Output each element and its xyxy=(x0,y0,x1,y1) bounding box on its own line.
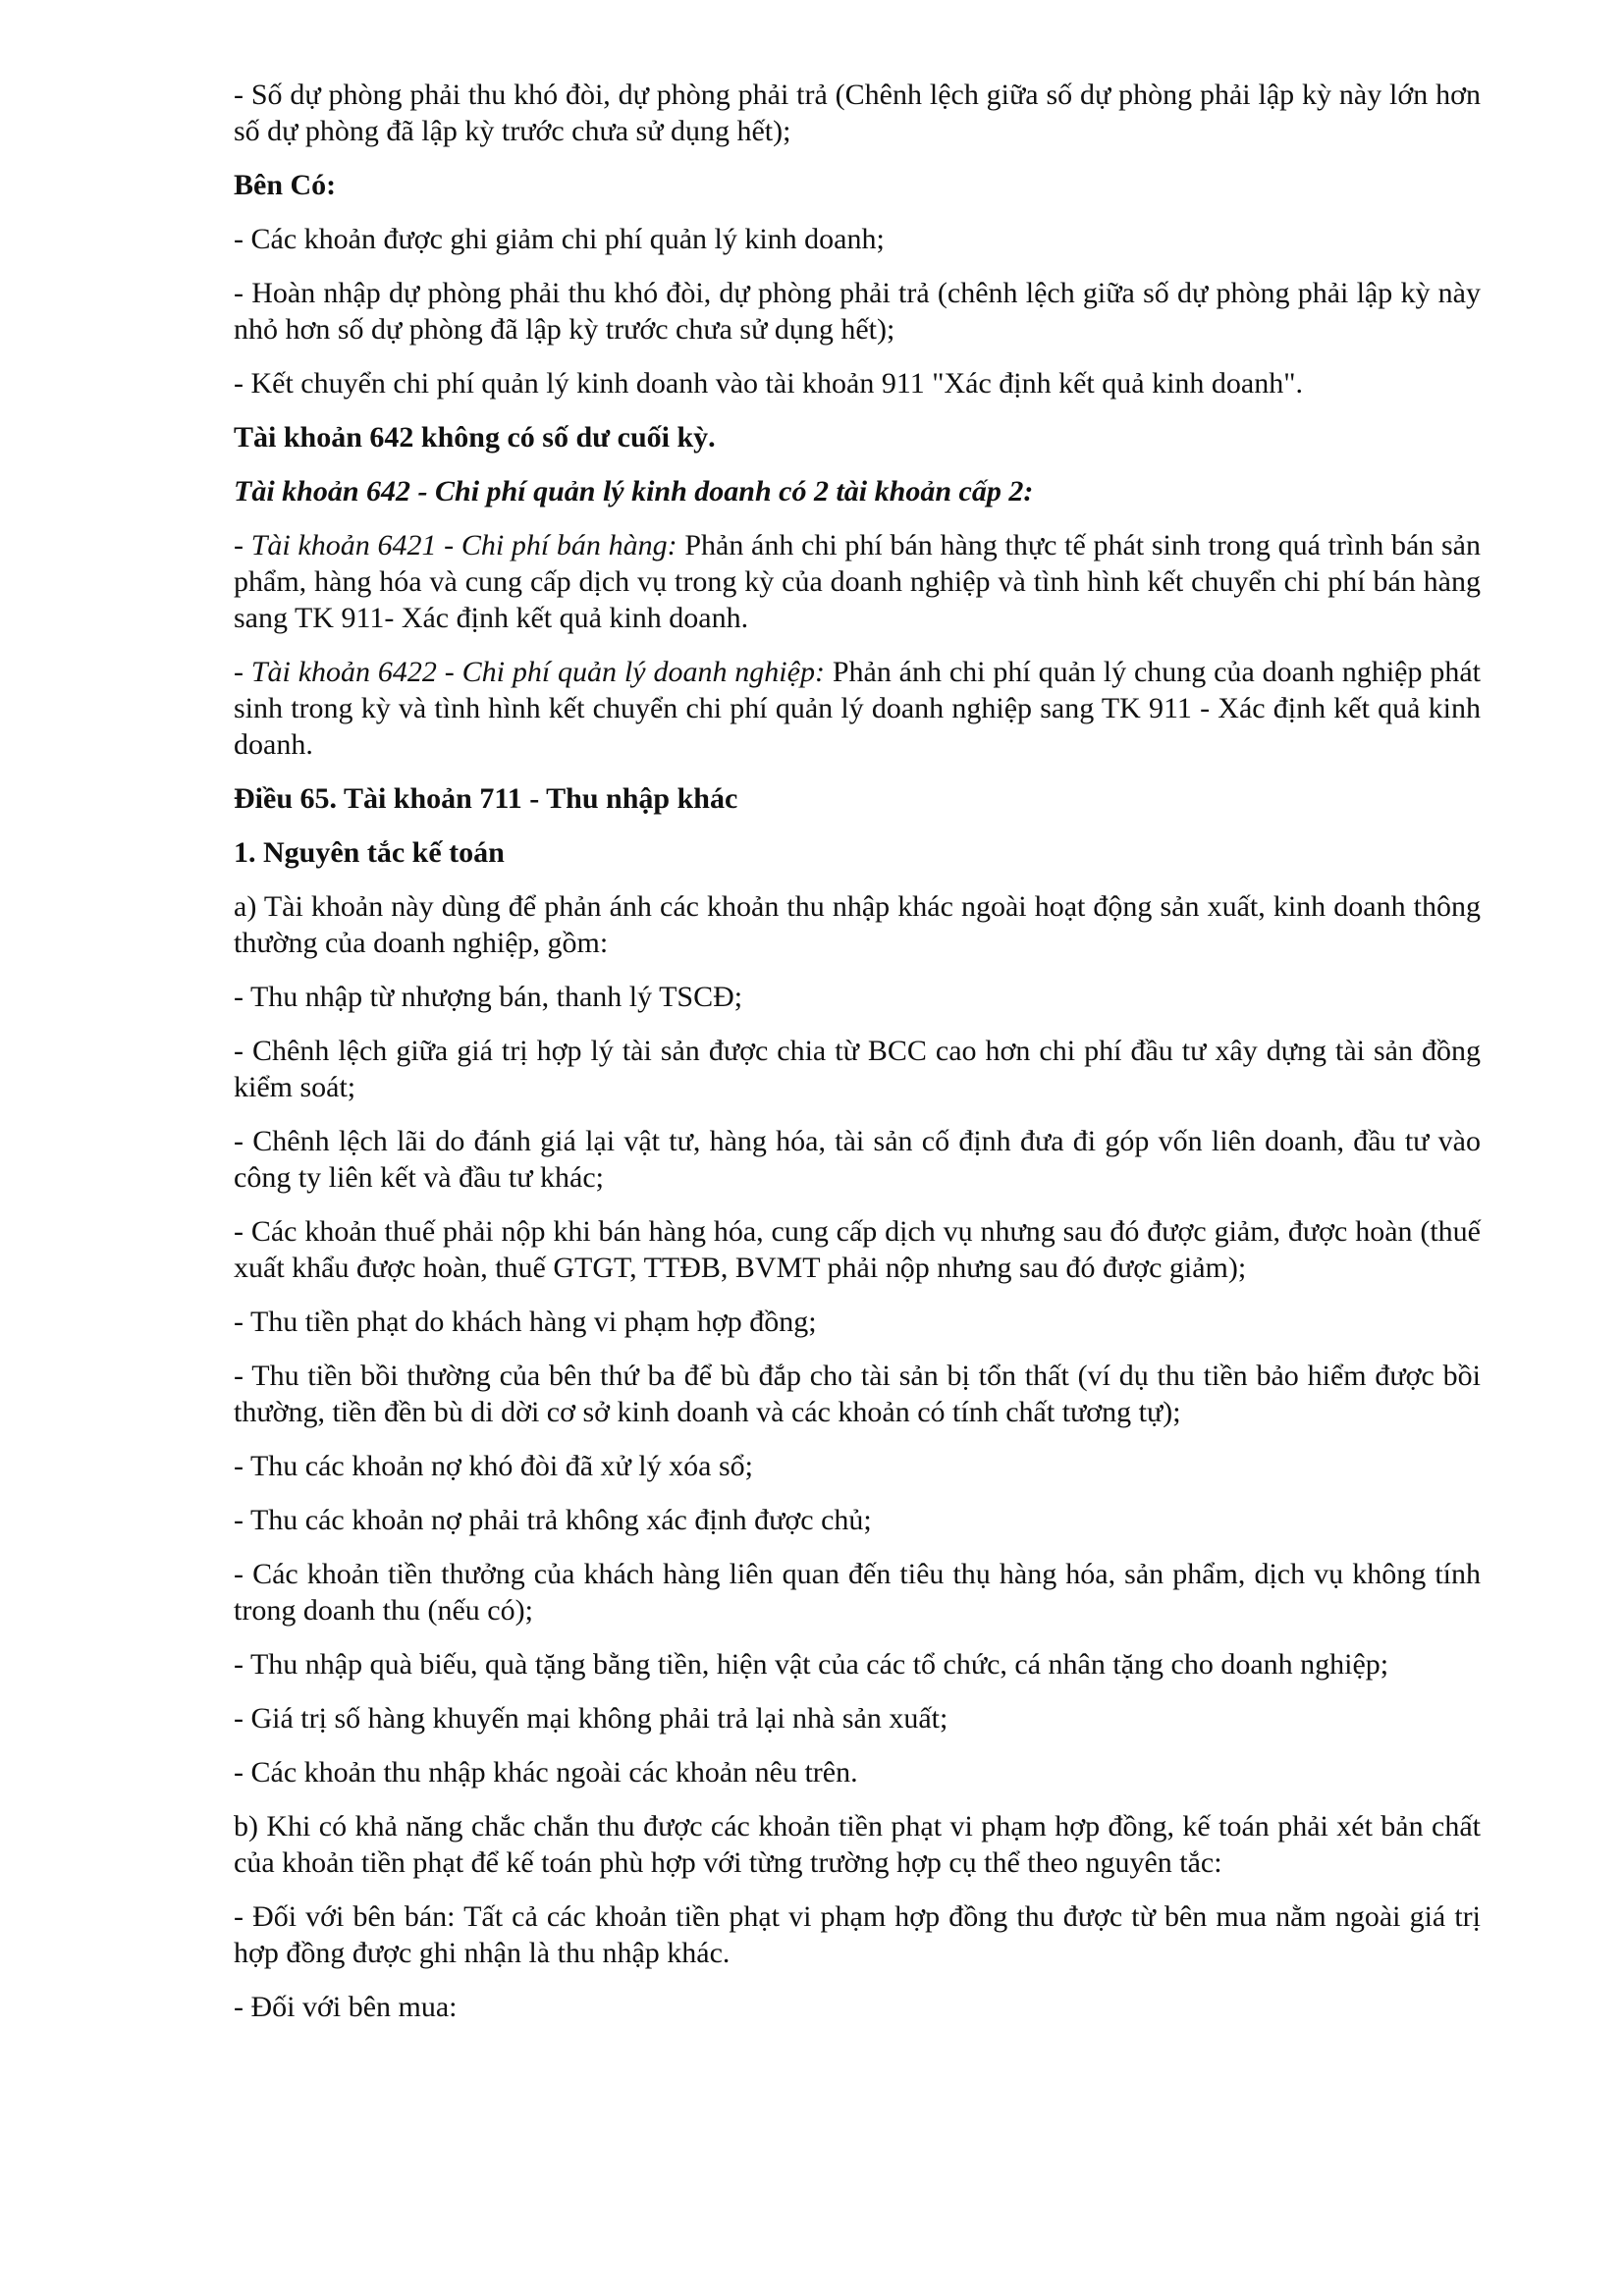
paragraph: b) Khi có khả năng chắc chắn thu được các khoản tiền phạt vi phạm hợp đồng, kế toán phải xét bản chất của khoản tiền phạt để kế toán phù hợp với từng trường hợp cụ thể theo nguyên tắc: xyxy=(234,1810,1481,1879)
document-page xyxy=(234,77,1481,2043)
paragraph: - Kết chuyển chi phí quản lý kinh doanh vào tài khoản 911 "Xác định kết quả kinh doanh". xyxy=(234,367,1303,400)
list-item: - Các khoản thu nhập khác ngoài các khoản nêu trên. xyxy=(234,1756,858,1789)
list-item: - Giá trị số hàng khuyến mại không phải trả lại nhà sản xuất; xyxy=(234,1702,948,1735)
italic-lead: - Tài khoản 6421 - Chi phí bán hàng: xyxy=(234,529,677,561)
italic-lead: - Tài khoản 6422 - Chi phí quản lý doanh nghiệp: xyxy=(234,656,825,688)
section-heading: Bên Có: xyxy=(234,169,337,201)
list-item: - Thu các khoản nợ phải trả không xác định được chủ; xyxy=(234,1504,872,1536)
paragraph-text: Phản ánh chi phí bán hàng thực tế phát sinh trong quá trình bán sản phẩm, hàng hóa và cung cấp dịch vụ trong kỳ của doanh nghiệp và tình hình kết chuyển chi phí bán hàng sang TK 911- Xác định kết quả kinh doanh. xyxy=(234,529,1481,634)
section-heading: Tài khoản 642 không có số dư cuối kỳ. xyxy=(234,421,716,454)
paragraph: - Các khoản được ghi giảm chi phí quản lý kinh doanh; xyxy=(234,223,885,255)
list-item: - Đối với bên bán: Tất cả các khoản tiền phạt vi phạm hợp đồng thu được từ bên mua nằm ngoài giá trị hợp đồng được ghi nhận là thu nhập khác. xyxy=(234,1900,1481,1969)
paragraph: - Hoàn nhập dự phòng phải thu khó đòi, dự phòng phải trả (chênh lệch giữa số dự phòng phải lập kỳ này nhỏ hơn số dự phòng đã lập kỳ trước chưa sử dụng hết); xyxy=(234,277,1481,346)
list-item: - Thu tiền phạt do khách hàng vi phạm hợp đồng; xyxy=(234,1306,817,1338)
subsection-heading: Tài khoản 642 - Chi phí quản lý kinh doanh có 2 tài khoản cấp 2: xyxy=(234,475,1034,507)
list-item: - Thu tiền bồi thường của bên thứ ba để bù đắp cho tài sản bị tổn thất (ví dụ thu tiền bảo hiểm được bồi thường, tiền đền bù di dời cơ sở kinh doanh và các khoản có tính chất tương tự); xyxy=(234,1360,1481,1428)
paragraph: - Số dự phòng phải thu khó đòi, dự phòng phải trả (Chênh lệch giữa số dự phòng phải lập kỳ này lớn hơn số dự phòng đã lập kỳ trước chưa sử dụng hết); xyxy=(234,79,1481,147)
list-item: - Chênh lệch lãi do đánh giá lại vật tư, hàng hóa, tài sản cố định đưa đi góp vốn liên doanh, đầu tư vào công ty liên kết và đầu tư khác; xyxy=(234,1125,1481,1194)
paragraph xyxy=(234,527,1481,636)
list-item: - Các khoản thuế phải nộp khi bán hàng hóa, cung cấp dịch vụ nhưng sau đó được giảm, được hoàn (thuế xuất khẩu được hoàn, thuế GTGT, TTĐB, BVMT phải nộp nhưng sau đó được giảm); xyxy=(234,1215,1481,1284)
list-item: - Chênh lệch giữa giá trị hợp lý tài sản được chia từ BCC cao hơn chi phí đầu tư xây dựng tài sản đồng kiểm soát; xyxy=(234,1035,1481,1103)
article-heading: Điều 65. Tài khoản 711 - Thu nhập khác xyxy=(234,782,738,815)
section-heading: 1. Nguyên tắc kế toán xyxy=(234,836,505,869)
list-item: - Các khoản tiền thưởng của khách hàng liên quan đến tiêu thụ hàng hóa, sản phẩm, dịch vụ không tính trong doanh thu (nếu có); xyxy=(234,1558,1481,1627)
paragraph-text: Phản ánh chi phí quản lý chung của doanh nghiệp phát sinh trong kỳ và tình hình kết chuyển chi phí quản lý doanh nghiệp sang TK 911 - Xác định kết quả kinh doanh. xyxy=(234,656,1481,761)
paragraph: a) Tài khoản này dùng để phản ánh các khoản thu nhập khác ngoài hoạt động sản xuất, kinh doanh thông thường của doanh nghiệp, gồm: xyxy=(234,890,1481,959)
list-item: - Thu nhập từ nhượng bán, thanh lý TSCĐ; xyxy=(234,981,743,1013)
list-item: - Thu các khoản nợ khó đòi đã xử lý xóa sổ; xyxy=(234,1450,753,1482)
paragraph xyxy=(234,654,1481,763)
list-item: - Thu nhập quà biếu, quà tặng bằng tiền, hiện vật của các tổ chức, cá nhân tặng cho doanh nghiệp; xyxy=(234,1648,1389,1681)
list-item: - Đối với bên mua: xyxy=(234,1991,458,2023)
